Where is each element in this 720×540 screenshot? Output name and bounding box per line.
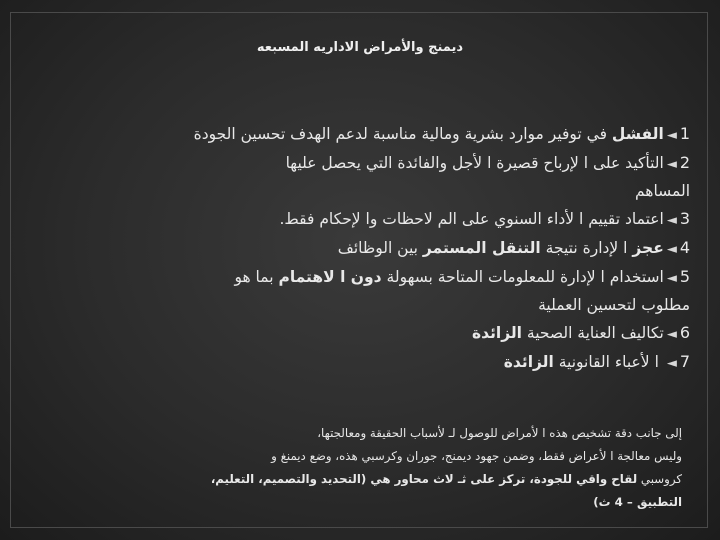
item-number: 7 <box>679 352 690 371</box>
arrow-bullet-icon: ◄ <box>666 128 677 143</box>
item-text: تكاليف العناية الصحية <box>521 324 664 342</box>
footnote-line-2: وليس معالجة ا لأعراض فقط، وضمن جهود ديمنج، جوران وكرسبي هذه، وضع ديمنغ و <box>271 449 682 463</box>
arrow-bullet-icon: ◄ <box>666 242 677 257</box>
item-text: ا لإدارة نتيجة <box>540 239 633 257</box>
item-lead: عجز <box>632 239 664 257</box>
item-emphasis: دون ا لاهتمام <box>278 268 382 286</box>
list-item-2-continuation: المساهم <box>634 182 690 200</box>
list-item-5-continuation: مطلوب لتحسين العملية <box>538 296 690 314</box>
item-emphasis: الزائدة <box>503 353 554 371</box>
item-number: 3 <box>679 209 690 228</box>
item-text: في توفير موارد بشرية ومالية مناسبة لدعم الهدف تحسين الجودة <box>193 125 612 143</box>
footnote-line-3 <box>32 468 682 491</box>
footnote-text-end: ، تركز على ثـ لاث محاور هي (التحديد والتصميم، التعليم، <box>210 472 534 486</box>
list-item-3 <box>20 205 690 234</box>
list-item-6 <box>20 319 690 348</box>
footnote-paragraph <box>32 422 682 514</box>
item-number: 4 <box>679 238 690 257</box>
item-text: التأكيد على ا لإرباح قصيرة ا لأجل والفائدة التي يحصل عليها <box>285 154 664 172</box>
item-text: ا لأعباء القانونية <box>553 353 664 371</box>
list-item-2 <box>20 149 690 178</box>
item-text-end: بما هو <box>234 268 279 286</box>
footnote-line-4: التطبيق – 4 ث) <box>593 495 682 509</box>
list-item-5 <box>20 263 690 292</box>
footnote-text: كروسبي <box>637 472 682 486</box>
bullet-list <box>20 120 690 377</box>
slide-title: ديمنج والأمراض الاداريه المسبعه <box>256 40 464 55</box>
item-number: 6 <box>679 323 690 342</box>
item-text-end: بين الوظائف <box>337 239 423 257</box>
item-text: استخدام ا لإدارة للمعلومات المتاحة بسهولة <box>381 268 664 286</box>
list-item-7 <box>20 348 690 377</box>
arrow-bullet-icon: ◄ <box>666 327 677 342</box>
footnote-emphasis: لقاح واقي للجودة <box>533 472 638 486</box>
list-item-4 <box>20 234 690 263</box>
arrow-bullet-icon: ◄ <box>666 157 677 172</box>
item-text: اعتماد تقييم ا لأداء السنوي على الم لاحظات وا لإحكام فقط. <box>279 210 664 228</box>
item-lead: الفشل <box>611 125 664 143</box>
arrow-bullet-icon: ◄ <box>666 271 677 286</box>
arrow-bullet-icon: ◄ <box>666 213 677 228</box>
arrow-bullet-icon: ◄ <box>666 356 677 371</box>
item-number: 1 <box>679 124 690 143</box>
list-item-1 <box>20 120 690 149</box>
item-number: 5 <box>679 267 690 286</box>
item-emphasis: التنقل المستمر <box>422 239 541 257</box>
item-number: 2 <box>679 153 690 172</box>
item-emphasis: الزائدة <box>471 324 522 342</box>
footnote-line-1: إلى جانب دقة تشخيص هذه ا لأمراض للوصول لـ لأسباب الحقيقة ومعالجتها، <box>317 426 682 440</box>
